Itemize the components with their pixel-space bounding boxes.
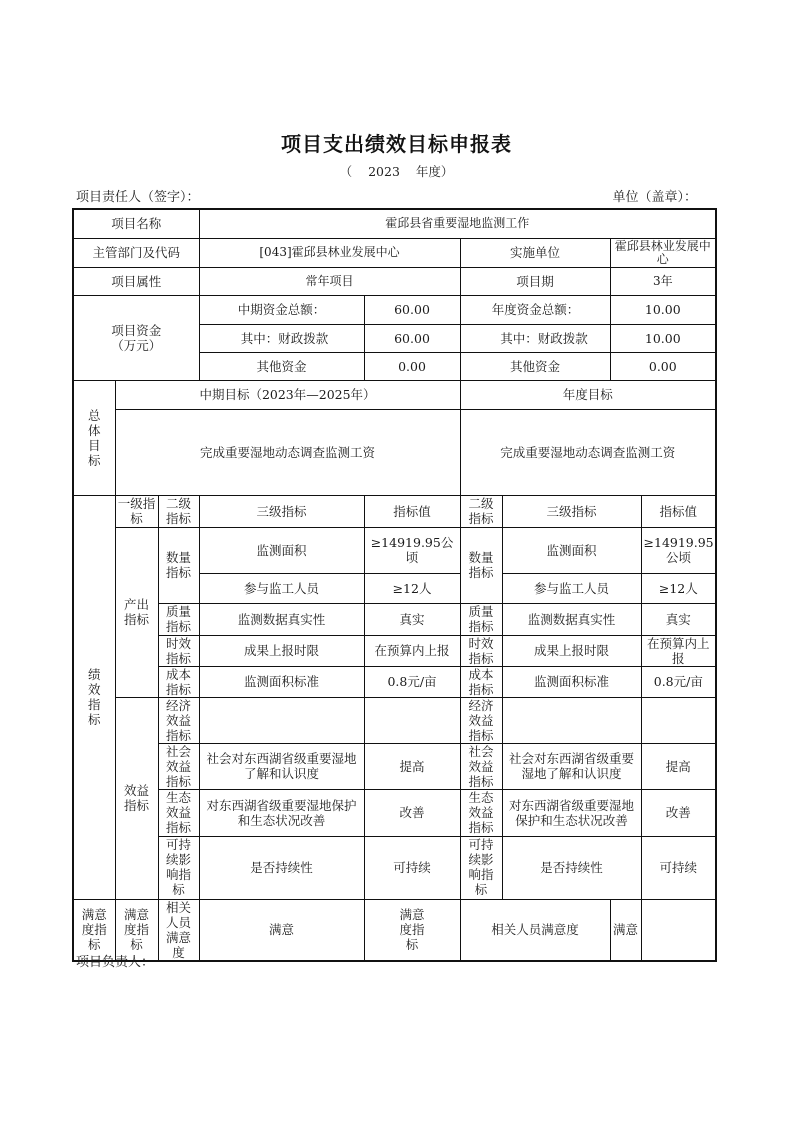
satisfaction-group: 满意度指标 (73, 899, 115, 961)
level2: 质量指标 (158, 603, 199, 635)
mid-other-label: 其他资金 (199, 352, 364, 380)
annual-value: ≥14919.95公顷 (641, 527, 716, 573)
mid-value: 改善 (364, 789, 460, 836)
indicator-row (73, 899, 716, 961)
annual-value: 真实 (641, 603, 716, 635)
annual-level3-header: 三级指标 (502, 495, 641, 527)
mid-level3 (199, 697, 364, 743)
output-group: 产出指标 (115, 527, 158, 697)
indicators-label: 绩 效 指 标 (73, 495, 115, 899)
mid-value: 提高 (364, 743, 460, 789)
level3-header: 三级指标 (199, 495, 364, 527)
mid-goal-header: 中期目标（2023年—2025年） (115, 380, 460, 409)
annual-goal-header: 年度目标 (460, 380, 716, 409)
attr-value: 常年项目 (199, 267, 460, 295)
annual-quantity-indicator: 数量指标 (460, 527, 502, 603)
annual-goal-text: 完成重要湿地动态调查监测工资 (460, 409, 716, 495)
mid-level3: 社会对东西湖省级重要湿地了解和认识度 (199, 743, 364, 789)
attr-label: 项目属性 (73, 267, 199, 295)
level2: 满意度指标 (115, 899, 158, 961)
project-leader-label: 项目负责人： (76, 955, 155, 970)
annual-total-value: 10.00 (610, 295, 716, 324)
goals-header-row (73, 380, 716, 409)
indicator-row (73, 697, 716, 743)
mid-other-value: 0.00 (364, 352, 460, 380)
funds-label-line1: 项目资金 (111, 322, 162, 338)
goals-text-row (73, 409, 716, 495)
annual-value: 改善 (641, 789, 716, 836)
level1-header: 一级指标 (115, 495, 158, 527)
annual-level2: 可持续影响指标 (460, 836, 502, 899)
mid-value: ≥14919.95公顷 (364, 527, 460, 573)
dept-label: 主管部门及代码 (73, 238, 199, 267)
benefit-group: 效益指标 (115, 697, 158, 899)
level2: 可持续影响指标 (158, 836, 199, 899)
annual-level2: 生态效益指标 (460, 789, 502, 836)
indicator-row (73, 666, 716, 697)
indicator-row (73, 603, 716, 635)
annual-value: 0.8元/亩 (641, 666, 716, 697)
annual-value: ≥12人 (641, 573, 716, 603)
annual-value (641, 697, 716, 743)
annual-level3: 社会对东西湖省级重要湿地了解和认识度 (502, 743, 641, 789)
annual-other-label: 其他资金 (460, 352, 610, 380)
mid-total-label: 中期资金总额： (199, 295, 364, 324)
annual-other-value: 0.00 (610, 352, 716, 380)
mid-level3: 成果上报时限 (199, 635, 364, 666)
goals-label: 总 体 目 标 (73, 380, 115, 495)
mid-level3: 对东西湖省级重要湿地保护和生态状况改善 (199, 789, 364, 836)
form-title: 项目支出绩效目标申报表 (281, 132, 512, 156)
annual-level3: 是否持续性 (502, 836, 641, 899)
annual-value: 满意 (610, 899, 641, 961)
annual-level3: 监测数据真实性 (502, 603, 641, 635)
mid-level3: 相关人员满意度 (158, 899, 199, 961)
project-name-row (73, 209, 716, 238)
value-header: 指标值 (364, 495, 460, 527)
annual-level3: 相关人员满意度 (460, 899, 610, 961)
mid-value: 在预算内上报 (364, 635, 460, 666)
mid-total-value: 60.00 (364, 295, 460, 324)
annual-level2: 社会效益指标 (460, 743, 502, 789)
annual-value: 在预算内上报 (641, 635, 716, 666)
funds-label (73, 295, 199, 380)
annual-level3 (502, 697, 641, 743)
indicator-header-row (73, 495, 716, 527)
annual-level3: 成果上报时限 (502, 635, 641, 666)
dept-value: [043]霍邱县林业发展中心 (199, 238, 460, 267)
quantity-indicator: 数量指标 (158, 527, 199, 603)
mid-fiscal-label: 其中：财政拨款 (199, 324, 364, 352)
annual-level3: 监测面积 (502, 527, 641, 573)
project-name-label: 项目名称 (73, 209, 199, 238)
annual-value-header: 指标值 (641, 495, 716, 527)
mid-level3: 参与监工人员 (199, 573, 364, 603)
annual-level3: 对东西湖省级重要湿地保护和生态状况改善 (502, 789, 641, 836)
indicator-row (73, 789, 716, 836)
level2: 成本指标 (158, 666, 199, 697)
mid-level3: 监测数据真实性 (199, 603, 364, 635)
annual-level2: 时效指标 (460, 635, 502, 666)
level2: 经济效益指标 (158, 697, 199, 743)
period-value: 3年 (610, 267, 716, 295)
annual-total-label: 年度资金总额： (460, 295, 610, 324)
annual-level2-header: 二级指标 (460, 495, 502, 527)
project-name-value: 霍邱县省重要湿地监测工作 (199, 209, 716, 238)
mid-value: 满意 (199, 899, 364, 961)
year-open: （ (339, 164, 353, 179)
mid-value: 真实 (364, 603, 460, 635)
annual-fiscal-value: 10.00 (610, 324, 716, 352)
mid-goal-text: 完成重要湿地动态调查监测工资 (115, 409, 460, 495)
dept-row (73, 238, 716, 267)
responsible-signature-label: 项目责任人（签字）： (76, 190, 200, 205)
indicator-row (73, 635, 716, 666)
impl-unit-value: 霍邱县林业发展中心 (610, 238, 716, 267)
annual-level3: 参与监工人员 (502, 573, 641, 603)
annual-level3: 监测面积标准 (502, 666, 641, 697)
mid-fiscal-value: 60.00 (364, 324, 460, 352)
performance-target-table (72, 208, 717, 962)
unit-seal-label: 单位（盖章）： (612, 190, 697, 205)
annual-fiscal-label: 其中：财政拨款 (460, 324, 610, 352)
year-line (0, 162, 793, 180)
mid-value (364, 697, 460, 743)
mid-value: 0.8元/亩 (364, 666, 460, 697)
funds-label-line2: （万元） (111, 337, 162, 353)
period-label: 项目期 (460, 267, 610, 295)
annual-level2: 满意度指标 (364, 899, 460, 961)
indicator-row (73, 743, 716, 789)
indicator-row (73, 836, 716, 899)
year-close: 年度） (415, 164, 454, 179)
annual-level2: 经济效益指标 (460, 697, 502, 743)
annual-value: 提高 (641, 743, 716, 789)
indicator-row (73, 527, 716, 573)
mid-value: ≥12人 (364, 573, 460, 603)
level2: 社会效益指标 (158, 743, 199, 789)
level2: 时效指标 (158, 635, 199, 666)
mid-level3: 监测面积标准 (199, 666, 364, 697)
funds-total-row (73, 295, 716, 324)
level2: 生态效益指标 (158, 789, 199, 836)
mid-level3: 是否持续性 (199, 836, 364, 899)
attr-row (73, 267, 716, 295)
annual-level2: 成本指标 (460, 666, 502, 697)
mid-value: 可持续 (364, 836, 460, 899)
year-value: 2023 (368, 164, 400, 179)
annual-level2: 质量指标 (460, 603, 502, 635)
mid-level3: 监测面积 (199, 527, 364, 573)
level2-header: 二级指标 (158, 495, 199, 527)
annual-value: 可持续 (641, 836, 716, 899)
impl-unit-label: 实施单位 (460, 238, 610, 267)
